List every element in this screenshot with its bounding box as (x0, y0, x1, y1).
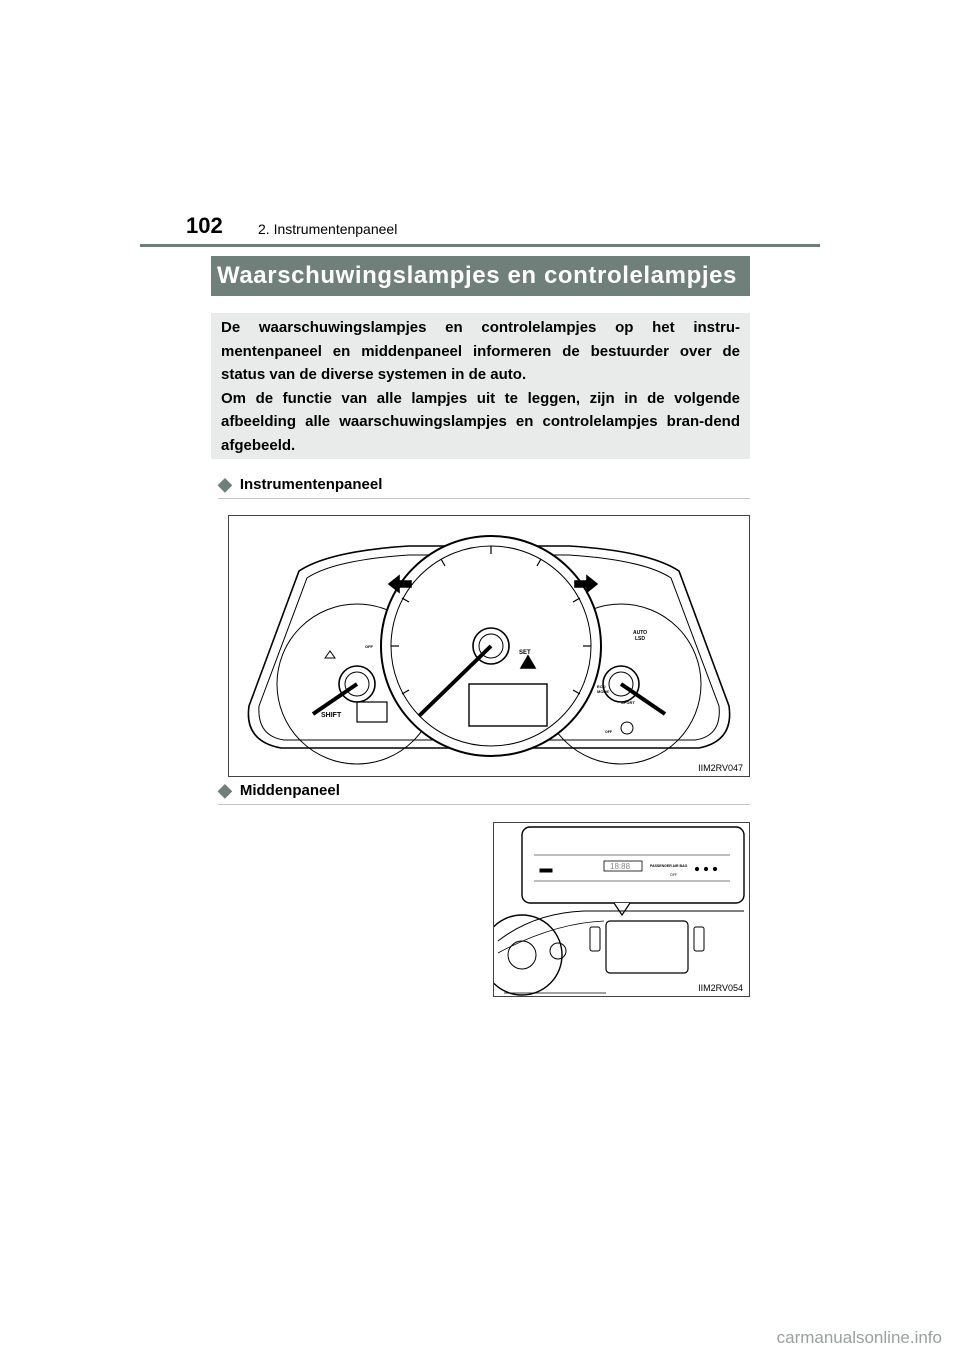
diamond-bullet-icon: ◆ (218, 474, 232, 494)
instrument-cluster-illustration (229, 516, 749, 776)
instrument-cluster-figure (228, 515, 750, 777)
eco-label: ECO (597, 684, 606, 689)
chapter-title: 2. Instrumentenpaneel (258, 221, 398, 237)
page-number: 102 (186, 213, 223, 238)
shift-label: SHIFT (321, 712, 342, 719)
off-label-left: OFF (365, 644, 373, 649)
intro-paragraph-1: De waarschuwingslampjes en controlelampjes op het instru-mentenpaneel en middenpaneel informeren de bestuurder over de status van de diverse systemen in de auto. (221, 319, 740, 383)
diamond-bullet-icon: ◆ (218, 780, 232, 800)
off-label-center: OFF (670, 873, 677, 877)
figure-code: IIM2RV054 (698, 983, 743, 993)
header-rule (140, 244, 820, 247)
mode-label: MODE (597, 689, 609, 694)
set-label: SET (519, 650, 531, 656)
center-panel-illustration (494, 823, 749, 996)
intro-box (211, 313, 750, 459)
center-panel-figure (493, 822, 750, 997)
lsd-label: LSD (635, 636, 645, 642)
watermark: carmanualsonline.info (776, 1328, 942, 1347)
sport-label: SPORT (621, 700, 635, 705)
auto-label: AUTO (633, 630, 648, 636)
subheading-label: Middenpaneel (239, 782, 340, 799)
figure-code: IIM2RV047 (698, 763, 743, 773)
subheading-middenpaneel (218, 780, 750, 805)
subheading-instrumentenpaneel (218, 474, 750, 499)
passenger-airbag-label: PASSENGER AIR BAG (650, 864, 688, 868)
off-label-right: OFF (605, 730, 612, 734)
subheading-label: Instrumentenpaneel (239, 476, 383, 493)
section-title: Waarschuwingslampjes en controlelampjes (211, 256, 750, 296)
intro-paragraph-2: Om de functie van alle lampjes uit te leggen, zijn in de volgende afbeelding alle waarschuwingslampjes en controlelampjes bran-dend afgebeeld. (221, 389, 740, 454)
clock-display: 18:88 (610, 862, 631, 871)
